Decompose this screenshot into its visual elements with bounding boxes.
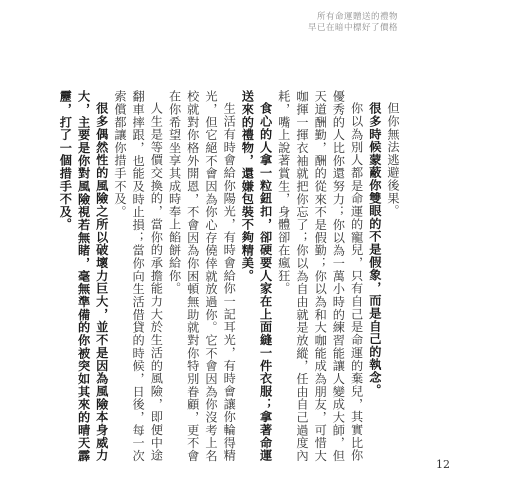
paragraph-5: 生活有時會給你陽光，有時會給你一記耳光，有時會讓你輪得精光，但它絕不會因為你心存僥倖就放過你。它不會因為你沒考上名校就對你格外開恩，不會因為你困頓無助就對你特別眷顧，更不會在你希望坐享其成時奉上餡餅給你。 [167,90,237,462]
running-header-line-1: 所有命運贈送的禮物 [316,12,398,22]
running-header [308,12,398,34]
page-number: 12 [436,458,450,471]
running-header-line-2: 早已在暗中標好了價格 [307,23,398,33]
paragraph-6: 人生是等價交換的，當你的承擔能力大於生活的風險，即便中途翻車摔跟，也能及時止損；當你向生活借貸的時候，日後，每一次索償都讓你措手不及。 [112,90,164,462]
paragraph-1: 但你無法逃避後果。 [386,102,400,218]
vertical-text-body [56,90,402,462]
paragraph-2-bold: 很多時候蒙蔽你雙眼的不是假象，而是自己的執念。 [367,102,382,397]
paragraph-7-bold: 很多偶然性的風險之所以破壞力巨大，並不是因為風險本身威力大，主要是你對風險視若無睹，毫無準備的你被突如其來的晴天霹靂，打了一個措手不及。 [58,90,109,462]
paragraph-3: 你以為別人都是命運的寵兒，只有自己是命運的棄兒，其實比你優秀的人比你還努力；你以為一萬小時的練習能讓人變成大師，但天道酬勤，酬的從來不是假勤；你以為和大咖能成為朋友，可惜大咖揮一揮衣袖就把你忘了；你以為自由就是放縱，任由自己過度內耗，嘴上說著賞生，身體卻在瘋狂。 [276,90,364,462]
paragraph-4-bold: 食心的人拿一粒鈕扣，卻硬要人家在上面縫一件衣服；拿著命運送來的禮物，還嫌包裝不夠精美。 [240,90,273,462]
